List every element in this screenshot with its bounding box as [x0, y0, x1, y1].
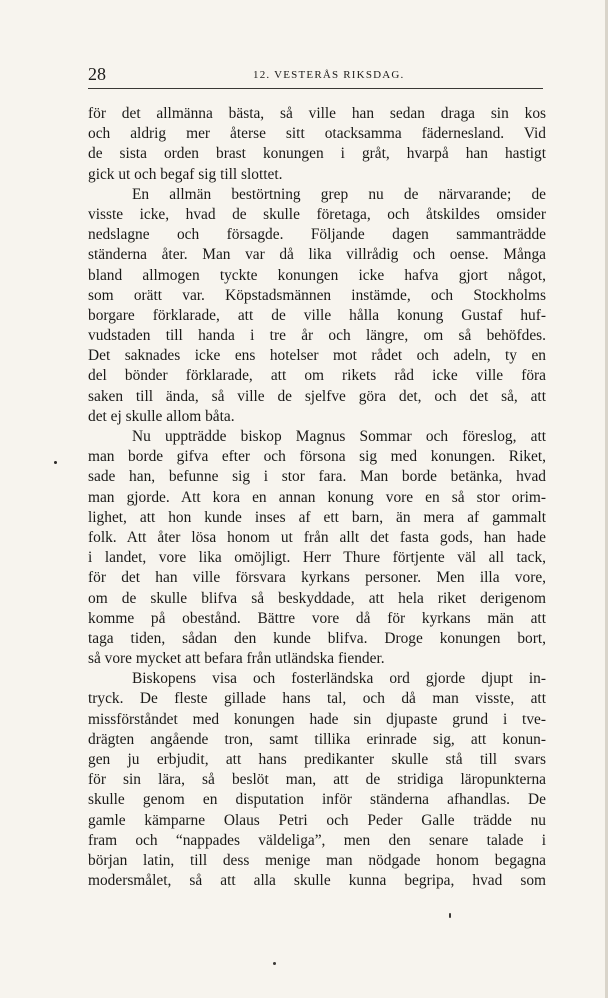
text-line: om de skulle blifva så beskyddade, att hela riket derigenom — [88, 589, 546, 607]
body-text — [88, 104, 546, 891]
text-line: del bönder förklarade, att om rikets råd icke ville föra — [88, 367, 546, 385]
text-line: En allmän bestörtning grep nu de närvarande; de — [132, 185, 546, 203]
text-line: man borde gifva efter och försona sig med konungen. Riket, — [88, 448, 546, 466]
text-line: drägten angående tron, samt tillika erinrade sig, att konun- — [88, 730, 546, 748]
page-number: 28 — [88, 64, 106, 84]
text-line: saken till ända, så ville de sjelfve göra det, och det så, att — [88, 387, 546, 405]
text-line: början latin, till dess menige man nödgade honom begagna — [88, 851, 546, 869]
text-line: nedslagne och försagde. Följande dagen sammanträdde — [88, 226, 546, 244]
text-line: tryck. De fleste gillade hans tal, och då man visste, att — [88, 690, 546, 708]
text-line: gen ju erbjudit, att hans predikanter skulle stå till svars — [88, 751, 546, 768]
text-line: fram och “nappades väldeliga”, men den senare talade i — [88, 831, 546, 849]
text-line: så vore mycket att befara från utländska fiender. — [88, 650, 385, 668]
text-line: Det saknades icke ens hotelser mot rådet och adeln, ty en — [88, 347, 546, 365]
text-line: Nu uppträdde biskop Magnus Sommar och föreslog, att — [132, 428, 546, 445]
text-line: vudstaden till handa i tre år och längre, om så behöfdes. — [88, 327, 546, 345]
text-line: visste icke, hvad de skulle företaga, och åtskildes omsider — [88, 205, 546, 223]
header-rule — [88, 88, 543, 89]
text-line: lighet, att hon kunde inses af ett barn, än mera af gammalt — [88, 508, 546, 526]
print-speck — [273, 962, 276, 965]
text-line: ständerna åter. Man var då lika villrådig och oense. Många — [88, 246, 546, 264]
text-line: för det allmänna bästa, så ville han sedan draga sin kos — [88, 105, 546, 122]
text-line: skulle genom en disputation inför ständerna afhandlas. De — [88, 791, 546, 809]
text-line: för sin lära, så beslöt man, att de stridiga läropunkterna — [88, 771, 546, 789]
print-speck — [449, 913, 451, 918]
text-line: gamle kämparne Olaus Petri och Peder Galle trädde nu — [88, 811, 546, 829]
text-line: för det han ville försvara kyrkans personer. Men illa vore, — [88, 569, 546, 587]
running-head — [88, 62, 548, 86]
text-line: komme på obestånd. Bättre vore då för kyrkans män att — [88, 609, 546, 627]
text-line: som orätt var. Köpstadsmännen instämde, och Stockholms — [88, 286, 546, 304]
text-line: de sista orden brast konungen i gråt, hvarpå han hastigt — [88, 145, 546, 163]
text-line: bland allmogen tyckte konungen icke hafva gjort något, — [88, 266, 546, 284]
text-line: man gjorde. Att kora en annan konung vore en så stor orim- — [88, 488, 546, 506]
text-line: folk. Att åter lösa honom ut från allt det fasta gods, han hade — [88, 528, 546, 546]
running-title: 12. VESTERÅS RIKSDAG. — [253, 69, 405, 81]
text-line: Biskopens visa och fosterländska ord gjorde djupt in- — [132, 670, 546, 688]
text-line: modersmålet, så att alla skulle kunna begripa, hvad som — [88, 872, 546, 890]
text-line: taga tiden, sådan den kunde blifva. Droge konungen bort, — [88, 629, 546, 647]
text-line: sade han, befunne sig i stor fara. Man borde betänka, hvad — [88, 468, 546, 486]
text-line: gick ut och begaf sig till slottet. — [88, 165, 283, 183]
margin-mark — [54, 461, 57, 464]
text-line: det ej skulle allom båta. — [88, 407, 235, 425]
text-line: i landet, vore lika omöjligt. Herr Thure förtjente väl all tack, — [88, 549, 546, 567]
text-line: och aldrig mer återse sitt otacksamma fädernesland. Vid — [88, 125, 546, 143]
text-line: missförståndet med konungen hade sin djupaste grund i tve- — [88, 710, 546, 728]
text-line: borgare förklarade, att de ville hålla konung Gustaf huf- — [88, 306, 546, 324]
